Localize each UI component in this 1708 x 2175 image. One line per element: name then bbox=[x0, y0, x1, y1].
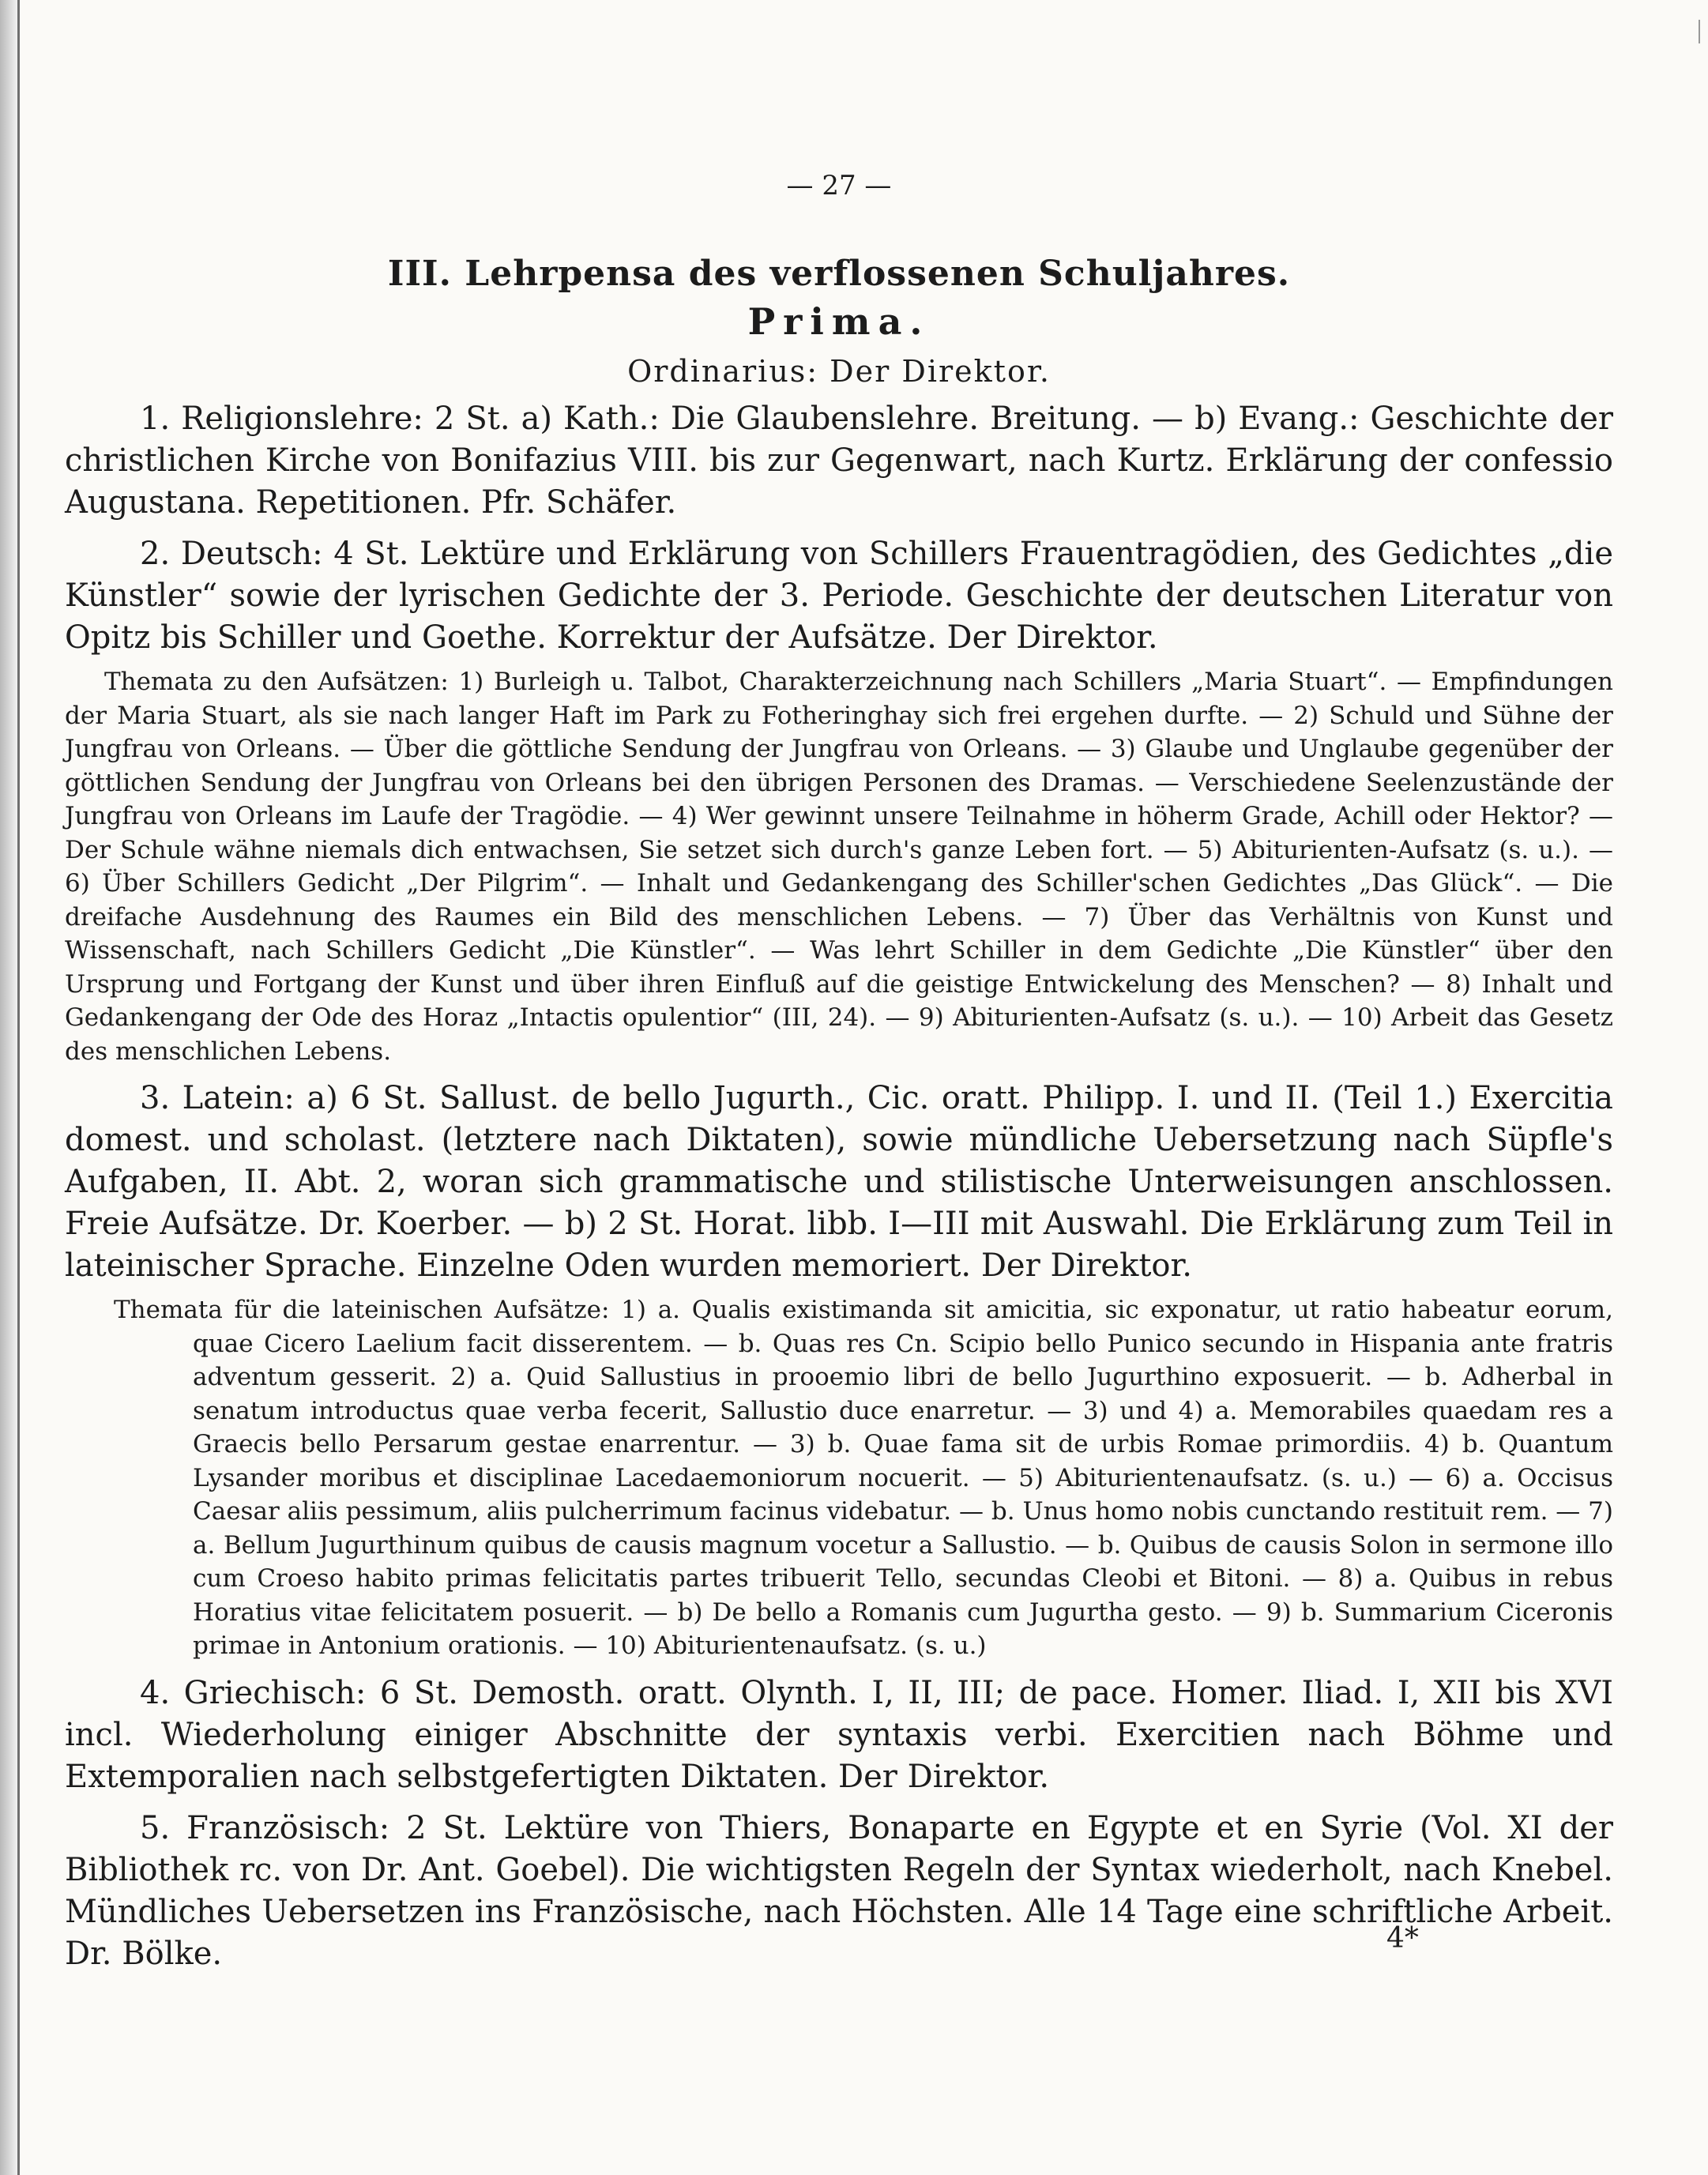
page-edge-shadow bbox=[0, 0, 17, 2175]
item-religion: 1. Religionslehre: 2 St. a) Kath.: Die Glaubenslehre. Breitung. — b) Evang.: Geschichte der christlichen Kirche von Bonifazius VIII. bis zur Gegenwart, nach Kurtz. Erklärung der confessio Augustana. Repetitionen. Pfr. Schäfer. bbox=[65, 401, 1613, 521]
deutsch-themes: Themata zu den Aufsätzen: 1) Burleigh u. Talbot, Charakterzeichnung nach Schillers „Maria Stuart“. — Empfindungen der Maria Stuart, als sie nach langer Haft im Park zu Fotheringhay sich frei ergehen durfte. — 2) Schuld und Sühne der Jungfrau von Orleans. — Über die göttliche Sendung der Jungfrau von Orleans. — 3) Glaube und Unglaube gegenüber der göttlichen Sendung der Jungfrau von Orleans bei den übrigen Personen des Dramas. — Verschiedene Seelenzustände der Jungfrau von Orleans im Laufe der Tragödie. — 4) Wer gewinnt unsere Teilnahme in höherm Grade, Achill oder Hektor? — Der Schule wähne niemals dich entwachsen, Sie setzet sich durch's ganze Leben fort. — 5) Abiturienten-Aufsatz (s. u.). — 6) Über Schillers Gedicht „Der Pilgrim“. — Inhalt und Gedankengang des Schiller'schen Gedichtes „Das Glück“. — Die dreifache Ausdehnung des Raumes ein Bild des menschlichen Lebens. — 7) Über das Verhältnis von Kunst und Wissenschaft, nach Schillers Gedicht „Die Künstler“. — Was lehrt Schiller in dem Gedichte „Die Künstler“ über den Ursprung und Fortgang der Kunst und über ihren Einfluß auf die geistige Entwickelung des Menschen? — 8) Inhalt und Gedankengang der Ode des Horaz „Intactis opulentior“ (III, 24). — 9) Abiturienten-Aufsatz (s. u.). — 10) Arbeit das Gesetz des menschlichen Lebens. bbox=[65, 668, 1613, 1066]
item-griechisch: 4. Griechisch: 6 St. Demosth. oratt. Olynth. I, II, III; de pace. Homer. Iliad. I, XII bis XVI incl. Wiederholung einiger Abschnitte der syntaxis verbi. Exercitien nach Böhme und Extemporalien nach selbstgefertigten Diktaten. Der Direktor. bbox=[65, 1674, 1613, 1795]
item-franzoesisch: 5. Französisch: 2 St. Lektüre von Thiers, Bonaparte en Egypte et en Syrie (Vol. XI der Bibliothek rc. von Dr. Ant. Goebel). Die wichtigsten Regeln der Syntax wiederholt, nach Knebel. Mündliches Uebersetzen ins Französische, nach Höchsten. Alle 14 Tage eine schriftliche Arbeit. Dr. Bölke. bbox=[65, 1809, 1613, 1972]
page-content bbox=[65, 170, 1613, 1975]
page-number: — 27 — bbox=[786, 170, 892, 201]
class-heading: Prima. bbox=[747, 300, 931, 343]
ordinarius-line: Ordinarius: Der Direktor. bbox=[627, 354, 1051, 389]
item-latein: 3. Latein: a) 6 St. Sallust. de bello Jugurth., Cic. oratt. Philipp. I. und II. (Teil 1.) Exercitia domest. und scholast. (letztere nach Diktaten), sowie mündliche Uebersetzung nach Süpfle's Aufgaben, II. Abt. 2, woran sich grammatische und stilistische Unterweisungen anschlossen. Freie Aufsätze. Dr. Koerber. — b) 2 St. Horat. libb. I—III mit Auswahl. Die Erklärung zum Teil in lateinischer Sprache. Einzelne Oden wurden memoriert. Der Direktor. bbox=[65, 1080, 1613, 1284]
signature-mark: 4* bbox=[1386, 1922, 1419, 1955]
latein-themes: Themata für die lateinischen Aufsätze: 1) a. Qualis existimanda sit amicitia, sic exponatur, ut ratio habeatur eorum, quae Cicero Laelium facit disserentem. — b. Quas res Cn. Scipio bello Punico secundo in Hispania ante fratris adventum gesserit. 2) a. Quid Sallustius in prooemio libri de bello Jugurthino exposuerit. — b. Adherbal in senatum introductus quae verba fecerit, Sallustio duce enarretur. — 3) und 4) a. Memorabiles quaedam res a Graecis bello Persarum gestae enarrentur. — 3) b. Quae fama sit de urbis Romae primordiis. 4) b. Quantum Lysander moribus et disciplinae Lacedaemoniorum nocuerit. — 5) Abiturientenaufsatz. (s. u.) — 6) a. Occisus Caesar aliis pessimum, aliis pulcherrimum facinus videbatur. — b. Unus homo nobis cunctando restituit rem. — 7) a. Bellum Jugurthinum quibus de causis magnum vocetur a Sallustio. — b. Quibus de causis Solon in sermone illo cum Croeso habito primas felicitatis partes tribuerit Tello, secundas Cleobi et Bitoni. — 8) a. Quibus in rebus Horatius vitae felicitatem posuerit. — b) De bello a Romanis cum Jugurtha gesto. — 9) b. Summarium Ciceronis primae in Antonium orationis. — 10) Abiturientenaufsatz. (s. u.) bbox=[114, 1296, 1613, 1660]
item-deutsch: 2. Deutsch: 4 St. Lektüre und Erklärung von Schillers Frauentragödien, des Gedichtes „die Künstler“ sowie der lyrischen Gedichte der 3. Periode. Geschichte der deutschen Literatur von Opitz bis Schiller und Goethe. Korrektur der Aufsätze. Der Direktor. bbox=[65, 536, 1613, 656]
margin-mark bbox=[1699, 20, 1700, 43]
section-title: III. Lehrpensa des verflossenen Schuljahres. bbox=[387, 254, 1291, 294]
page-binding-edge bbox=[17, 0, 20, 2175]
